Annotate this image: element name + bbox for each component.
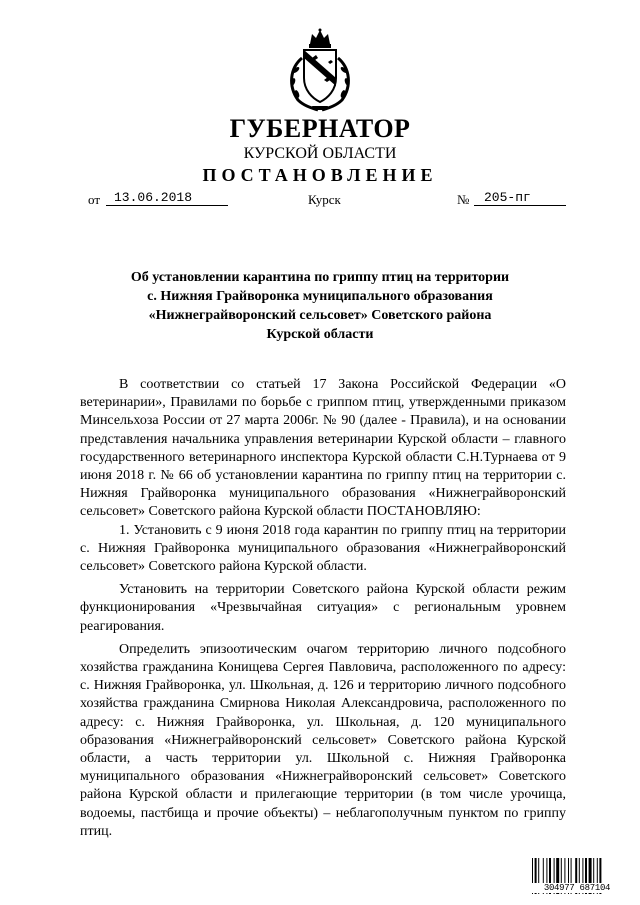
barcode-number: 304977 687104 bbox=[530, 883, 624, 893]
document-type-heading: ПОСТАНОВЛЕНИЕ bbox=[202, 165, 438, 185]
body-paragraph: В соответствии со статьей 17 Закона Российской Федерации «О ветеринарии», Правилами по борьбе с гриппом птиц, утвержденными приказом Минсельхоза России от 27 марта 2006г. № 90 (далее - Правила), и на основании представления начальника управления ветеринарии Курской области – главного государственного ветеринарного инспектора Курской области С.Н.Турнаева от 9 июня 2018 г. № 66 об установлении карантина по гриппу птиц на территории с. Нижняя Грайворонка муниципального образования «Нижнеграйворонский сельсовет» Советского района Курской области ПОСТАНОВЛЯЮ: bbox=[80, 377, 566, 520]
body-paragraph: Установить на территории Советского района Курской области режим функционирования «Чрезвычайная ситуация» с региональным уровнем реагирования. bbox=[80, 582, 566, 634]
document-number: 205-пг bbox=[474, 190, 566, 206]
document-body bbox=[80, 376, 566, 841]
body-paragraph: Определить эпизоотическим очагом территорию личного подсобного хозяйства гражданина Конищева Сергея Павловича, расположенного по адресу: с. Нижняя Грайворонка, ул. Школьная, д. 126 и территорию личного подсобного хозяйства гражданина Смирнова Николая Александровича, расположенного по адресу: с. Нижняя Грайворонка, ул. Школьная, д. 120 муниципального образования «Нижнеграйворонский сельсовет» Советского района Курской области, а часть территории ул. Школьной с. Нижняя Грайворонка муниципального образования «Нижнеграйворонский сельсовет» Советского района Курской области и прилегающие территории (в том числе урочища, водоемы, пастбища и прочие объекты) – неблагополучным пунктом по гриппу птиц. bbox=[80, 641, 566, 839]
document-city: Курск bbox=[308, 192, 341, 207]
body-paragraph: 1. Установить с 9 июня 2018 года карантин по гриппу птиц на территории с. Нижняя Грайворонка муниципального образования «Нижнеграйворонский сельсовет» Советского района Курской области. bbox=[80, 522, 566, 575]
date-prefix: от bbox=[88, 192, 101, 207]
title-line: Курской области bbox=[266, 327, 374, 342]
document-title bbox=[80, 268, 560, 344]
title-line: «Нижнеграйворонский сельсовет» Советского района bbox=[148, 308, 492, 323]
region-subheading: КУРСКОЙ ОБЛАСТИ bbox=[243, 145, 397, 162]
document-meta-row bbox=[0, 192, 640, 214]
number-prefix: № bbox=[457, 192, 470, 207]
title-line: с. Нижняя Грайворонка муниципального образования bbox=[147, 289, 493, 304]
governor-heading: ГУБЕРНАТОР bbox=[229, 114, 411, 143]
coat-of-arms-emblem bbox=[284, 28, 356, 112]
title-line: Об установлении карантина по гриппу птиц на территории bbox=[130, 270, 510, 285]
document-date: 13.06.2018 bbox=[106, 190, 228, 206]
